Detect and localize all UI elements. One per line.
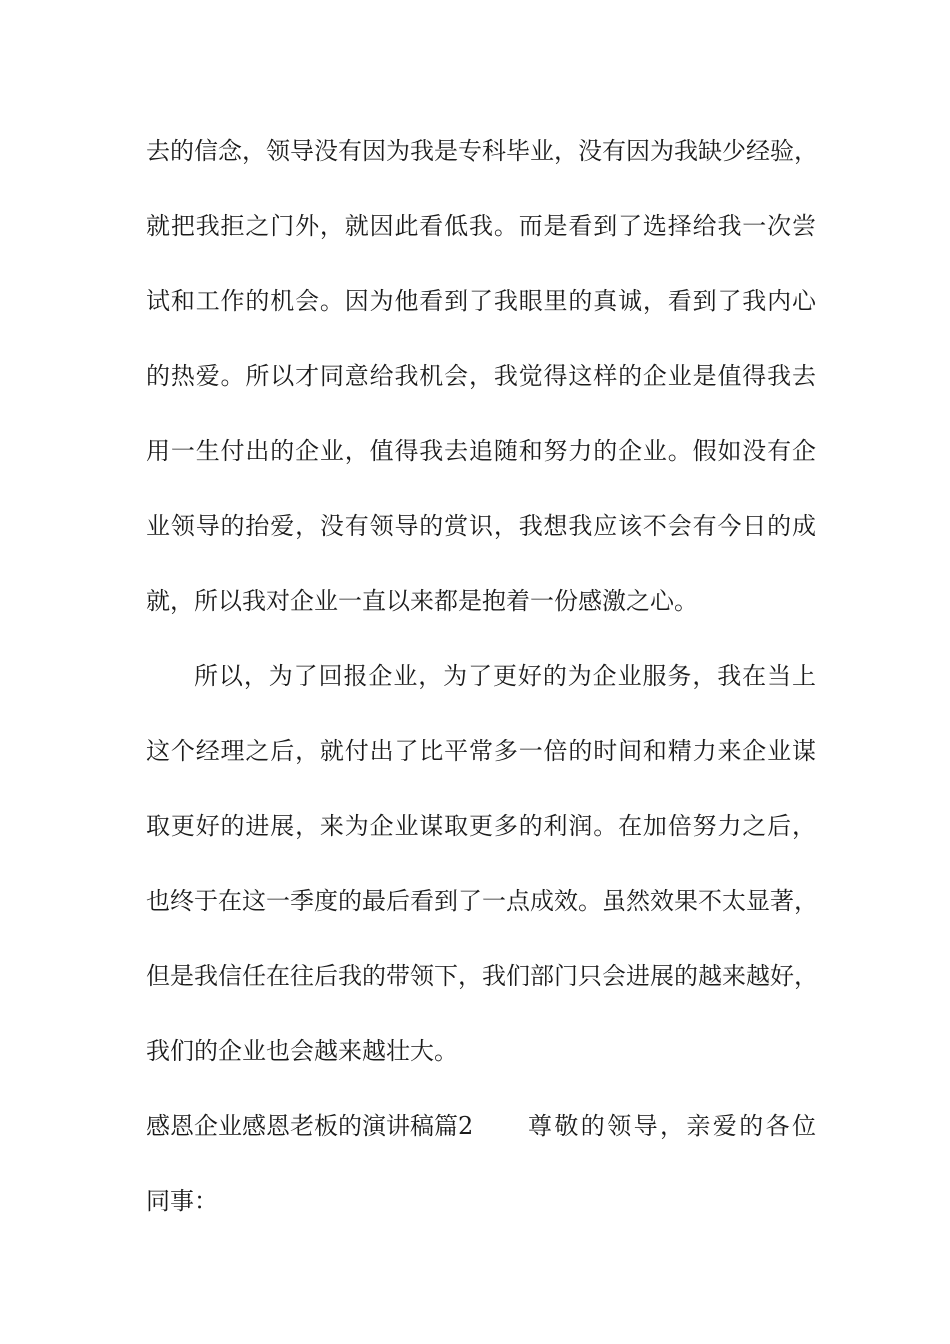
text-line: 去的信念，领导没有因为我是专科毕业，没有因为我缺少经验，	[146, 137, 818, 165]
text-line: 就把我拒之门外，就因此看低我。而是看到了选择给我一次尝	[146, 212, 816, 240]
text-line: 这个经理之后，就付出了比平常多一倍的时间和精力来企业谋	[146, 737, 816, 765]
section-title: 感恩企业感恩老板的演讲稿篇2	[146, 1112, 474, 1140]
greeting-text: 尊敬的领导，亲爱的各位	[528, 1112, 816, 1140]
text-line: 试和工作的机会。因为他看到了我眼里的真诚，看到了我内心	[146, 287, 816, 315]
text-line: 就，所以我对企业一直以来都是抱着一份感激之心。	[146, 587, 698, 615]
text-line: 取更好的进展，来为企业谋取更多的利润。在加倍努力之后，	[146, 812, 816, 840]
text-line: 业领导的抬爱，没有领导的赏识，我想我应该不会有今日的成	[146, 512, 816, 540]
text-line: 的热爱。所以才同意给我机会，我觉得这样的企业是值得我去	[146, 362, 816, 390]
section-heading-row	[146, 1106, 816, 1146]
text-line: 用一生付出的企业，值得我去追随和努力的企业。假如没有企	[146, 437, 816, 465]
greeting-continuation: 同事：	[146, 1187, 218, 1215]
text-line: 所以，为了回报企业，为了更好的为企业服务，我在当上	[194, 662, 816, 690]
text-line: 也终于在这一季度的最后看到了一点成效。虽然效果不太显著，	[146, 887, 818, 915]
text-line: 但是我信任在往后我的带领下，我们部门只会进展的越来越好，	[146, 962, 818, 990]
text-line: 我们的企业也会越来越壮大。	[146, 1037, 458, 1065]
